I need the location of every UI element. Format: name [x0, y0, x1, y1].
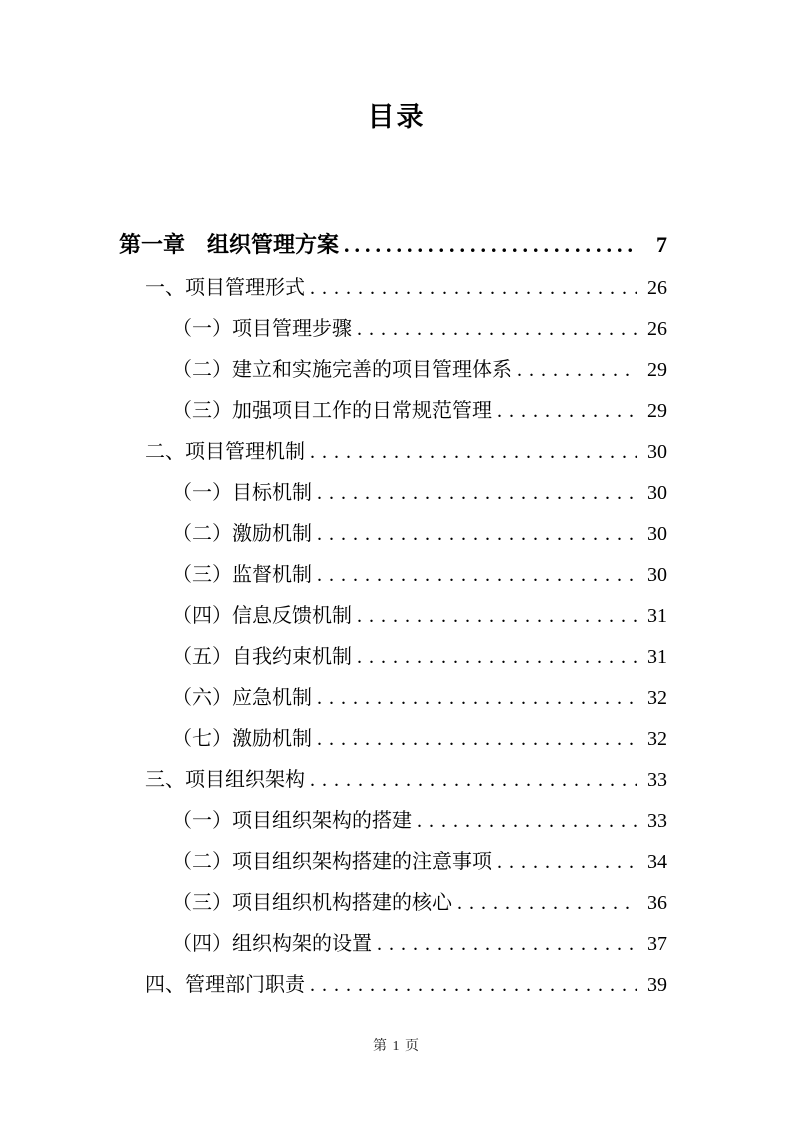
toc-dot-leader [310, 760, 637, 801]
toc-entry-page: 34 [647, 851, 667, 873]
toc-entry-page: 30 [647, 482, 667, 504]
toc-entry[interactable] [119, 432, 667, 473]
toc-entry-page: 30 [647, 523, 667, 545]
toc-entry-page: 33 [647, 769, 667, 791]
toc-entry-label: 四、管理部门职责 [145, 974, 305, 996]
toc-entry-label: （六）应急机制 [172, 687, 312, 709]
toc-entry-label: （一）项目管理步骤 [172, 318, 352, 340]
toc-entry-label: （七）激励机制 [172, 728, 312, 750]
toc-dot-leader [497, 842, 637, 883]
toc-dot-leader [317, 555, 637, 596]
toc-dot-leader [497, 391, 637, 432]
toc-entry-label: （三）项目组织机构搭建的核心 [172, 892, 452, 914]
toc-entry[interactable] [119, 555, 667, 596]
toc-entry-page: 30 [647, 564, 667, 586]
toc-dot-leader [417, 801, 637, 842]
toc-entry-page: 37 [647, 933, 667, 955]
toc-dot-leader [317, 719, 637, 760]
toc-entry[interactable] [119, 514, 667, 555]
toc-entry[interactable] [119, 924, 667, 965]
toc-dot-leader [357, 637, 637, 678]
toc-entry-label: （一）项目组织架构的搭建 [172, 810, 412, 832]
toc-entry[interactable] [119, 678, 667, 719]
toc-entry[interactable] [119, 842, 667, 883]
toc-entry-page: 33 [647, 810, 667, 832]
toc-dot-leader [310, 268, 637, 309]
toc-entry[interactable] [119, 222, 667, 268]
toc-dot-leader [317, 514, 637, 555]
toc-dot-leader [310, 432, 637, 473]
toc-entry[interactable] [119, 473, 667, 514]
toc-dot-leader [517, 350, 637, 391]
page-title: 目录 [367, 102, 426, 132]
toc-entry-label: 二、项目管理机制 [145, 441, 305, 463]
toc-entry-label: （四）组织构架的设置 [172, 933, 372, 955]
toc-entry-label: （四）信息反馈机制 [172, 605, 352, 627]
toc-entry-label: （五）自我约束机制 [172, 646, 352, 668]
toc-entry-label: 第一章 组织管理方案 [119, 232, 340, 257]
toc-entry-label: （一）目标机制 [172, 482, 312, 504]
toc-dot-leader [317, 473, 637, 514]
toc-entry-page: 31 [647, 605, 667, 627]
toc-dot-leader [357, 596, 637, 637]
toc-entry[interactable] [119, 350, 667, 391]
toc-dot-leader [357, 309, 637, 350]
toc-entry-page: 30 [647, 441, 667, 463]
toc-entry-page: 26 [647, 318, 667, 340]
toc-entry-page: 32 [647, 728, 667, 750]
toc-dot-leader [344, 222, 637, 268]
toc-entry-label: （三）加强项目工作的日常规范管理 [172, 400, 492, 422]
toc-entry-page: 29 [647, 359, 667, 381]
toc-dot-leader [317, 678, 637, 719]
toc-entry[interactable] [119, 268, 667, 309]
toc-entry-label: （二）建立和实施完善的项目管理体系 [172, 359, 512, 381]
toc-entry-label: 三、项目组织架构 [145, 769, 305, 791]
toc-entry-page: 39 [647, 974, 667, 996]
toc-entry-page: 36 [647, 892, 667, 914]
toc-entry-page: 29 [647, 400, 667, 422]
toc-entry-label: 一、项目管理形式 [145, 277, 305, 299]
toc-dot-leader [457, 883, 637, 924]
page-footer: 第 1 页 [373, 1039, 420, 1054]
toc-dot-leader [377, 924, 637, 965]
toc-entry-page: 32 [647, 687, 667, 709]
toc-entry-page: 7 [656, 232, 667, 257]
toc-entry[interactable] [119, 596, 667, 637]
toc-list [119, 222, 667, 1006]
toc-entry[interactable] [119, 801, 667, 842]
toc-entry-label: （三）监督机制 [172, 564, 312, 586]
toc-entry-label: （二）项目组织架构搭建的注意事项 [172, 851, 492, 873]
toc-entry[interactable] [119, 391, 667, 432]
toc-entry[interactable] [119, 637, 667, 678]
toc-entry[interactable] [119, 719, 667, 760]
toc-entry-label: （二）激励机制 [172, 523, 312, 545]
toc-entry[interactable] [119, 760, 667, 801]
toc-entry[interactable] [119, 883, 667, 924]
toc-entry-page: 31 [647, 646, 667, 668]
toc-entry[interactable] [119, 965, 667, 1006]
toc-entry-page: 26 [647, 277, 667, 299]
toc-entry[interactable] [119, 309, 667, 350]
toc-dot-leader [310, 965, 637, 1006]
